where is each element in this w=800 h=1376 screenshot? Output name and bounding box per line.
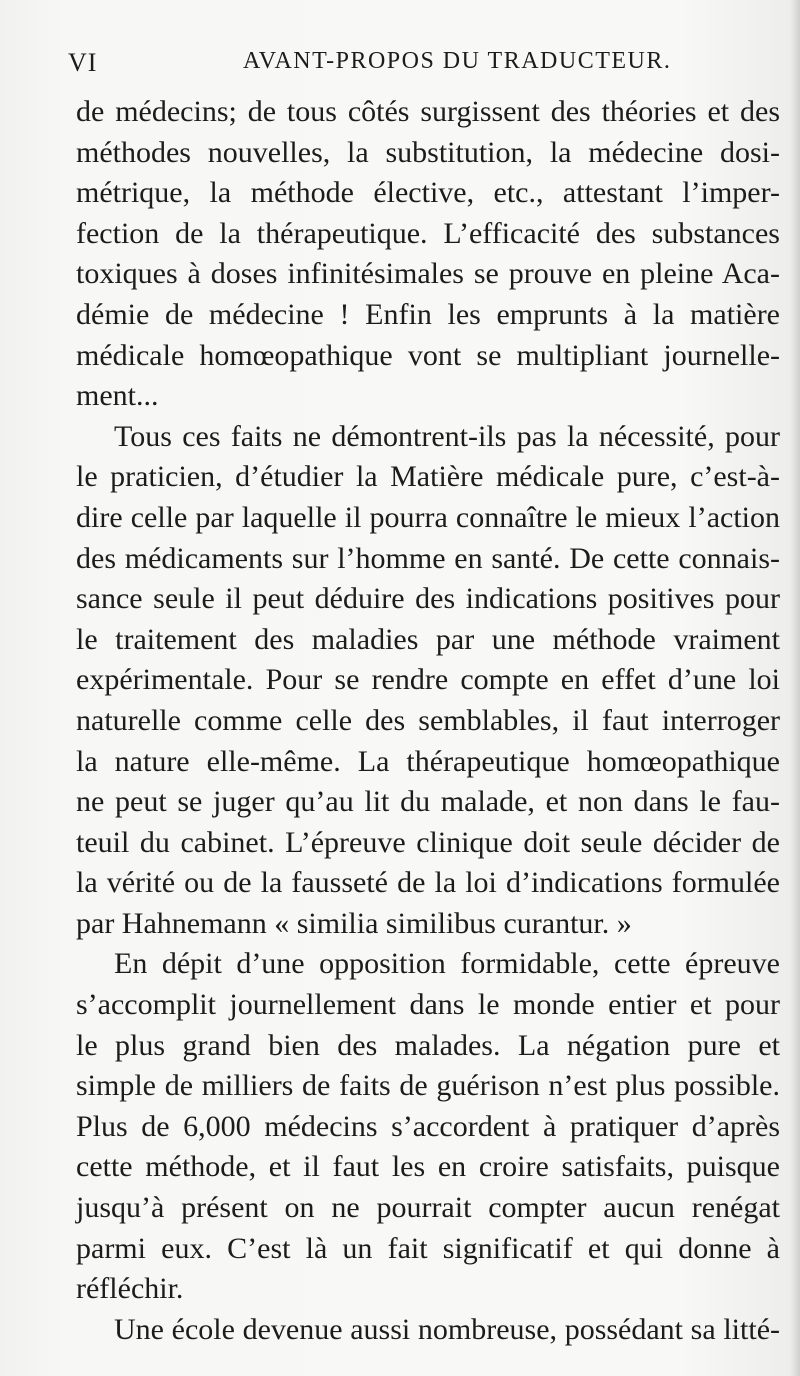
running-title: AVANT-PROPOS DU TRADUCTEUR. xyxy=(243,48,672,74)
text-line: simple de milliers de faits de guérison n’est plus possible. xyxy=(76,1069,780,1103)
page-gutter-shadow xyxy=(790,0,800,1376)
body-text xyxy=(76,92,780,1350)
text-line: des médicaments sur l’homme en santé. De cette connais- xyxy=(76,541,780,575)
text-line: méthodes nouvelles, la substitution, la médecine dosi- xyxy=(76,135,780,169)
text-line: le praticien, d’étudier la Matière médicale pure, c’est-à- xyxy=(76,460,780,494)
page-number: VI xyxy=(68,48,98,77)
text-line: naturelle comme celle des semblables, il faut interroger xyxy=(76,703,780,737)
text-line: fection de la thérapeutique. L’efficacité des substances xyxy=(76,216,780,250)
text-line: ne peut se juger qu’au lit du malade, et non dans le fau- xyxy=(76,785,780,819)
text-line: le plus grand bien des malades. La négation pure et xyxy=(76,1028,780,1062)
text-line: sance seule il peut déduire des indications positives pour xyxy=(76,582,780,616)
text-line: ment... xyxy=(76,379,159,413)
text-line: Une école devenue aussi nombreuse, possédant sa litté- xyxy=(114,1312,780,1346)
text-line: En dépit d’une opposition formidable, cette épreuve xyxy=(114,947,780,981)
text-line: toxiques à doses infinitésimales se prouve en pleine Aca- xyxy=(76,257,780,291)
text-line: le traitement des maladies par une méthode vraiment xyxy=(76,622,780,656)
text-line: Plus de 6,000 médecins s’accordent à pratiquer d’après xyxy=(76,1109,780,1143)
text-line: métrique, la méthode élective, etc., attestant l’imper- xyxy=(76,176,780,210)
text-line: parmi eux. C’est là un fait significatif et qui donne à xyxy=(76,1231,780,1265)
text-line: démie de médecine ! Enfin les emprunts à la matière xyxy=(76,297,780,331)
text-line: dire celle par laquelle il pourra connaître le mieux l’action xyxy=(76,500,780,534)
text-line: par Hahnemann « similia similibus curantur. » xyxy=(76,906,632,940)
text-line: expérimentale. Pour se rendre compte en effet d’une loi xyxy=(76,663,780,697)
text-line: réfléchir. xyxy=(76,1272,184,1306)
text-line: Tous ces faits ne démontrent-ils pas la nécessité, pour xyxy=(114,419,780,453)
text-line: la vérité ou de la fausseté de la loi d’indications formulée xyxy=(76,866,780,900)
text-line: médicale homœopathique vont se multipliant journelle- xyxy=(76,338,780,372)
text-line: teuil du cabinet. L’épreuve clinique doit seule décider de xyxy=(76,825,780,859)
text-line: jusqu’à présent on ne pourrait compter aucun renégat xyxy=(76,1191,780,1225)
text-line: de médecins; de tous côtés surgissent des théories et des xyxy=(76,95,780,128)
text-line: cette méthode, et il faut les en croire satisfaits, puisque xyxy=(76,1150,780,1184)
text-line: la nature elle-même. La thérapeutique homœopathique xyxy=(76,744,780,778)
running-header xyxy=(68,48,780,88)
text-line: s’accomplit journellement dans le monde entier et pour xyxy=(76,988,780,1022)
